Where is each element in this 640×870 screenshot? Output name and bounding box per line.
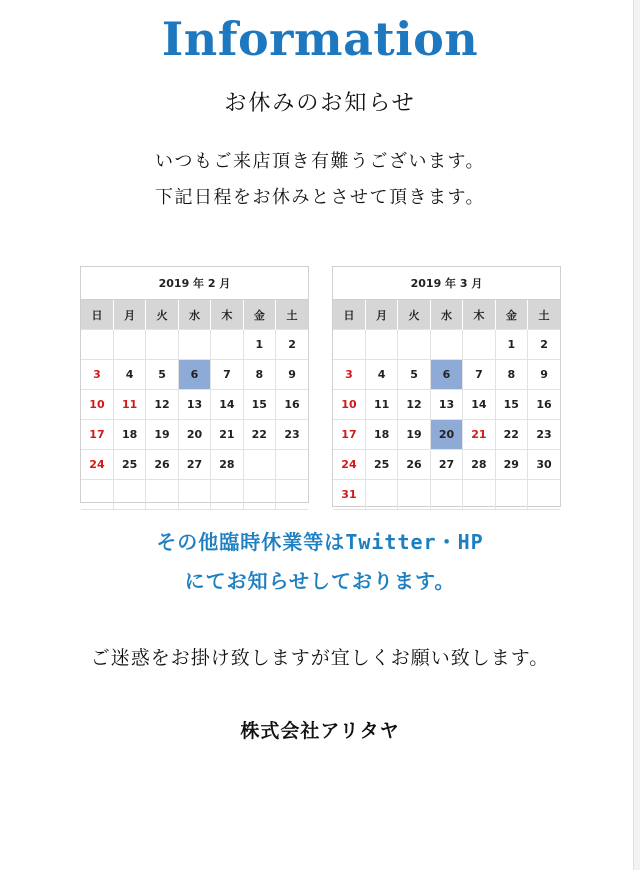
calendar-day: 9 — [276, 360, 308, 390]
calendar-day: 17 — [333, 420, 365, 450]
calendar-day: 12 — [398, 390, 430, 420]
weekday-header: 日 — [81, 300, 113, 330]
calendar-day: 21 — [463, 420, 495, 450]
calendar-day: 30 — [528, 450, 560, 480]
calendar-empty-cell — [178, 330, 210, 360]
calendar-day: 25 — [113, 450, 145, 480]
calendar-day: 28 — [463, 450, 495, 480]
calendar-day: 10 — [81, 390, 113, 420]
weekday-header: 日 — [333, 300, 365, 330]
calendar-day: 14 — [211, 390, 243, 420]
weekday-header: 土 — [276, 300, 308, 330]
calendar-week — [81, 330, 308, 360]
weekday-header: 火 — [146, 300, 178, 330]
calendar-day: 5 — [398, 360, 430, 390]
calendar-day: 9 — [528, 360, 560, 390]
calendar-day: 8 — [243, 360, 275, 390]
calendar-empty-cell — [333, 330, 365, 360]
calendar-day: 26 — [398, 450, 430, 480]
notice-channels: Twitter・HP — [345, 530, 484, 554]
calendar-day: 10 — [333, 390, 365, 420]
calendar-empty-cell — [430, 330, 462, 360]
calendar-empty-cell — [365, 480, 397, 510]
calendar-week — [333, 390, 560, 420]
calendar-title: 2019 年 2 月 — [81, 267, 308, 300]
calendar-day: 24 — [81, 450, 113, 480]
calendar-day: 21 — [211, 420, 243, 450]
greeting-line-1: いつもご来店頂き有難うございます。 — [154, 151, 486, 172]
calendar-day: 31 — [333, 480, 365, 510]
calendar-day: 27 — [430, 450, 462, 480]
calendar-empty-cell — [528, 480, 560, 510]
calendar-week — [333, 360, 560, 390]
weekday-header: 金 — [243, 300, 275, 330]
calendar-empty-cell — [81, 480, 113, 510]
calendar-day: 4 — [113, 360, 145, 390]
calendar-day: 1 — [243, 330, 275, 360]
calendar-day: 19 — [146, 420, 178, 450]
calendar-day: 16 — [528, 390, 560, 420]
calendar-empty-cell — [243, 450, 275, 480]
calendar-day: 29 — [495, 450, 527, 480]
calendar-day: 4 — [365, 360, 397, 390]
calendar-week — [333, 420, 560, 450]
greeting-line-2: 下記日程をお休みとさせて頂きます。 — [154, 187, 486, 208]
calendar-empty-cell — [276, 480, 308, 510]
calendar-empty-cell — [463, 480, 495, 510]
calendar-empty-cell — [113, 480, 145, 510]
apology-text: ご迷惑をお掛け致しますが宜しくお願い致します。 — [90, 647, 550, 669]
calendar-day: 13 — [430, 390, 462, 420]
calendar-week — [81, 390, 308, 420]
calendar-day: 1 — [495, 330, 527, 360]
calendar-week — [333, 330, 560, 360]
calendar-february — [80, 266, 309, 503]
calendar-empty-cell — [495, 480, 527, 510]
calendar-day: 18 — [113, 420, 145, 450]
calendar-day: 18 — [365, 420, 397, 450]
calendar-day: 8 — [495, 360, 527, 390]
calendar-empty-cell — [211, 480, 243, 510]
calendar-empty-cell — [243, 480, 275, 510]
weekday-header: 月 — [365, 300, 397, 330]
calendar-title: 2019 年 3 月 — [333, 267, 560, 300]
calendar-week — [81, 420, 308, 450]
calendar-empty-cell — [178, 480, 210, 510]
calendar-grid — [333, 300, 560, 510]
calendar-day: 13 — [178, 390, 210, 420]
calendar-day: 26 — [146, 450, 178, 480]
calendar-day: 25 — [365, 450, 397, 480]
calendar-day: 7 — [211, 360, 243, 390]
calendar-day: 15 — [243, 390, 275, 420]
calendar-day: 3 — [333, 360, 365, 390]
calendar-week — [81, 450, 308, 480]
notice-text: その他臨時休業等は — [156, 530, 346, 554]
calendar-day: 14 — [463, 390, 495, 420]
calendar-day: 2 — [528, 330, 560, 360]
weekday-header: 水 — [178, 300, 210, 330]
calendar-day-closed: 20 — [430, 420, 462, 450]
calendar-day-closed: 6 — [178, 360, 210, 390]
weekday-header: 火 — [398, 300, 430, 330]
company-name: 株式会社アリタヤ — [240, 720, 400, 742]
calendar-day: 11 — [113, 390, 145, 420]
calendar-march — [332, 266, 561, 507]
calendar-day: 7 — [463, 360, 495, 390]
notice-line-1 — [0, 526, 640, 555]
weekday-header: 木 — [211, 300, 243, 330]
calendar-day: 19 — [398, 420, 430, 450]
calendar-day: 22 — [243, 420, 275, 450]
calendar-empty-cell — [398, 480, 430, 510]
calendar-day: 23 — [276, 420, 308, 450]
calendar-day: 3 — [81, 360, 113, 390]
calendar-empty-cell — [211, 330, 243, 360]
calendar-day: 28 — [211, 450, 243, 480]
page-title: Information — [161, 12, 479, 66]
calendar-week — [81, 360, 308, 390]
calendar-empty-cell — [81, 330, 113, 360]
calendar-week — [81, 480, 308, 510]
calendar-week — [333, 480, 560, 510]
calendar-day: 17 — [81, 420, 113, 450]
calendar-day: 20 — [178, 420, 210, 450]
calendar-empty-cell — [365, 330, 397, 360]
calendar-day: 15 — [495, 390, 527, 420]
weekday-header: 木 — [463, 300, 495, 330]
weekday-header: 月 — [113, 300, 145, 330]
calendar-day: 24 — [333, 450, 365, 480]
weekday-header: 金 — [495, 300, 527, 330]
calendar-day: 22 — [495, 420, 527, 450]
calendar-empty-cell — [146, 330, 178, 360]
calendar-week — [333, 450, 560, 480]
calendar-empty-cell — [463, 330, 495, 360]
calendar-empty-cell — [398, 330, 430, 360]
calendar-day: 23 — [528, 420, 560, 450]
calendar-day: 27 — [178, 450, 210, 480]
calendar-empty-cell — [146, 480, 178, 510]
weekday-header: 土 — [528, 300, 560, 330]
calendar-empty-cell — [276, 450, 308, 480]
notice-line-2: にてお知らせしております。 — [184, 569, 456, 593]
calendar-day-closed: 6 — [430, 360, 462, 390]
page-subtitle: お休みのお知らせ — [224, 91, 416, 116]
calendar-day: 2 — [276, 330, 308, 360]
calendar-day: 12 — [146, 390, 178, 420]
calendar-empty-cell — [430, 480, 462, 510]
calendar-grid — [81, 300, 308, 510]
weekday-header: 水 — [430, 300, 462, 330]
calendar-empty-cell — [113, 330, 145, 360]
calendar-day: 16 — [276, 390, 308, 420]
calendar-day: 11 — [365, 390, 397, 420]
calendar-day: 5 — [146, 360, 178, 390]
